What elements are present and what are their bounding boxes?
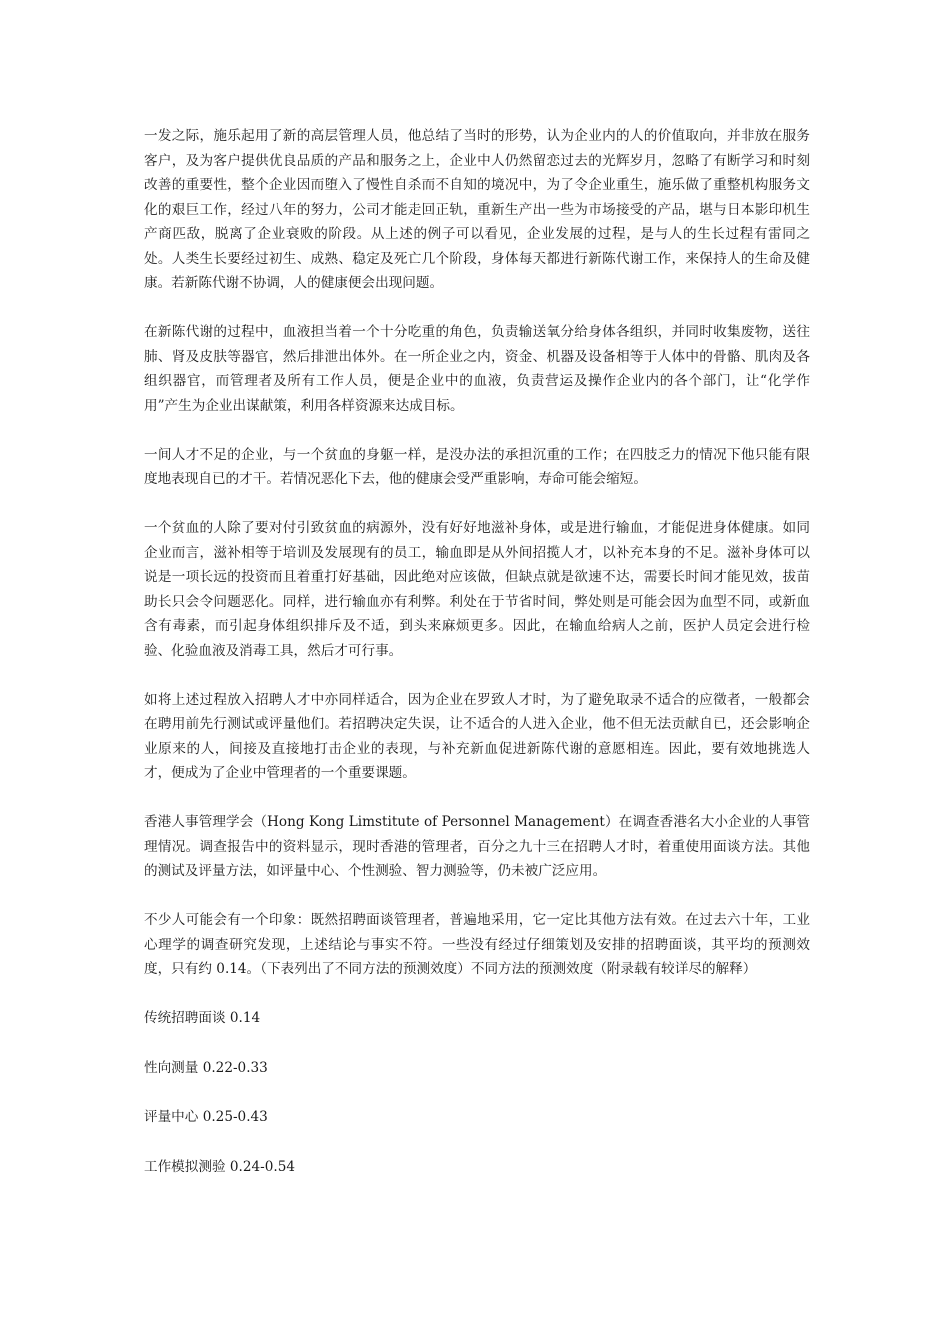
paragraph-anemia-analogy: 一个贫血的人除了要对付引致贫血的病源外，没有好好地滋补身体，或是进行输血，才能促进身体健康。如同企业而言，滋补相等于培训及发展现有的员工，输血即是从外间招揽人才，以补充本身的不足。滋补身体可以说是一项长远的投资而且着重打好基础，因此绝对应该做，但缺点就是欲速不达，需要长时间才能见效，拔苗助长只会令问题恶化。同样，进行输血亦有利弊。利处在于节省时间，弊处则是可能会因为血型不同，或新血含有毒素，而引起身体组织排斥及不适，到头来麻烦更多。因此，在输血给病人之前，医护人员定会进行检验、化验血液及消毒工具，然后才可行事。 [144,520,810,659]
method-item-interview: 传统招聘面谈 0.14 [144,1010,261,1026]
method-item-assessment-center: 评量中心 0.25-0.43 [144,1109,268,1125]
method-item-aptitude: 性向测量 0.22-0.33 [144,1059,268,1076]
document-body [144,124,810,1204]
paragraph-talent-shortage: 一间人才不足的企业，与一个贫血的身躯一样，是没办法的承担沉重的工作；在四肢乏力的情况下他只能有限度地表现自已的才干。若情况恶化下去，他的健康会受严重影响，寿命可能会缩短。 [144,446,810,487]
paragraph-metabolism-blood: 在新陈代谢的过程中，血液担当着一个十分吃重的角色，负责输送氧分给身体各组织，并同时收集废物，送往肺、肾及皮肤等器官，然后排泄出体外。在一所企业之内，资金、机器及设备相等于人体中的骨骼、肌肉及各组织器官，而管理者及所有工作人员，便是企业中的血液，负责营运及操作企业内的各个部门，让“化学作用”产生为企业出谋献策，利用各样资源来达成目标。 [144,324,810,414]
paragraph-xerox-reform: 一发之际，施乐起用了新的高层管理人员，他总结了当时的形势，认为企业内的人的价值取向，并非放在服务客户，及为客户提供优良品质的产品和服务之上，企业中人仍然留恋过去的光辉岁月，忽略了有断学习和时刻改善的重要性，整个企业因而堕入了慢性自杀而不自知的境况中，为了令企业重生，施乐做了重整机构服务文化的艰巨工作，经过八年的努力，公司才能走回正轨，重新生产出一些为市场接受的产品，堪与日本影印机生产商匹敌，脱离了企业衰败的阶段。从上述的例子可以看见，企业发展的过程，是与人的生长过程有雷同之处。人类生长要经过初生、成熟、稳定及死亡几个阶段，身体每天都进行新陈代谢工作，来保持人的生命及健康。若新陈代谢不协调，人的健康便会出现问题。 [144,128,810,291]
paragraph-interview-validity: 不少人可能会有一个印象：既然招聘面谈管理者，普遍地采用，它一定比其他方法有效。在过去六十年，工业心理学的调查研究发现，上述结论与事实不符。一些没有经过仔细策划及安排的招聘面谈，其平均的预测效度，只有约 0.14。（下表列出了不同方法的预测效度）不同方法的预测效度（附录载有较详尽的解释） [144,912,810,977]
paragraph-hkipm-survey: 香港人事管理学会（Hong Kong Limstitute of Personnel Management）在调查香港名大小企业的人事管理情况。调查报告中的资料显示，现时香港的管理者，百分之九十三在招聘人才时，着重使用面谈方法。其他的测试及评量方法，如评量中心、个性测验、智力测验等，仍未被广泛应用。 [144,814,810,879]
paragraph-recruitment-testing: 如将上述过程放入招聘人才中亦同样适合，因为企业在罗致人才时，为了避免取录不适合的应徵者，一般都会在聘用前先行测试或评量他们。若招聘决定失误，让不适合的人进入企业，他不但无法贡献自已，还会影响企业原来的人，间接及直接地打击企业的表现，与补充新血促进新陈代谢的意愿相连。因此，要有效地挑选人才，便成为了企业中管理者的一个重要课题。 [144,691,810,781]
method-item-work-sample: 工作模拟测验 0.24-0.54 [144,1158,296,1175]
